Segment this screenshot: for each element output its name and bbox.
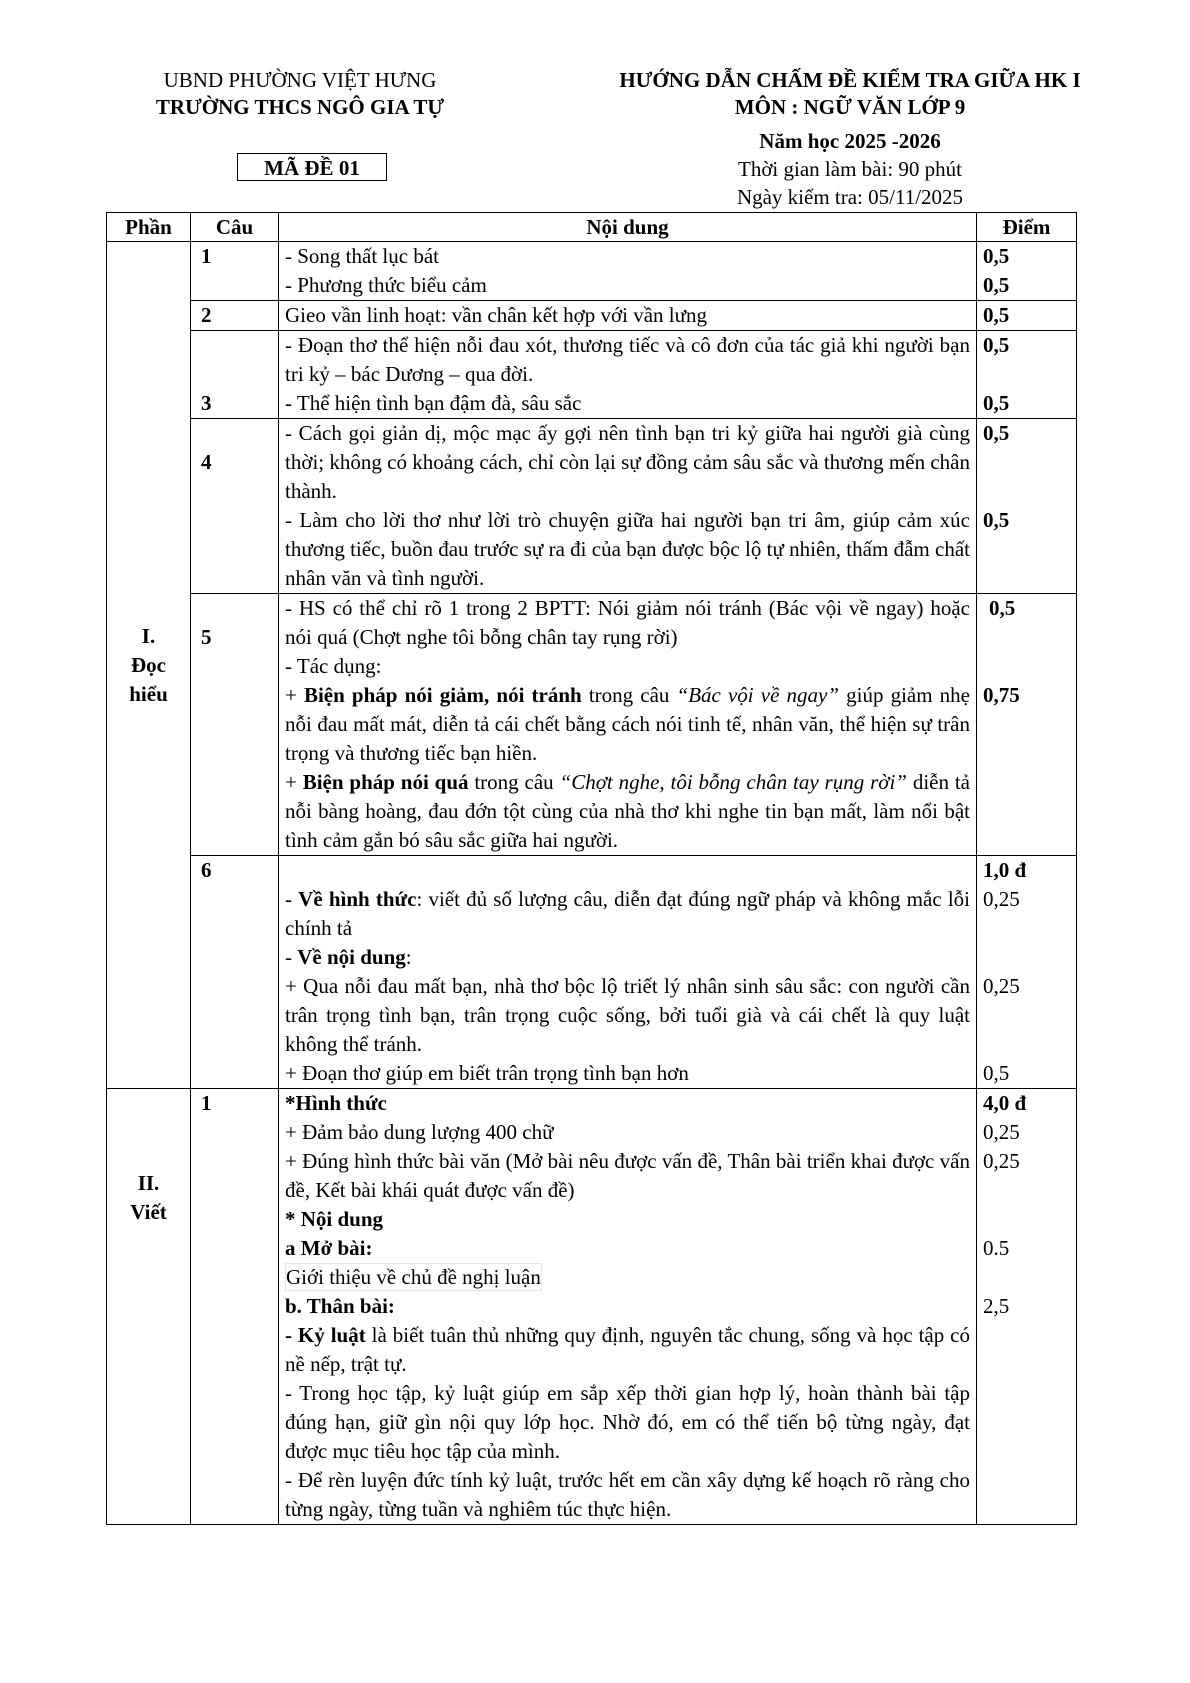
question-number: 6 (191, 856, 279, 1089)
score-cell: 0,5 0,5 (977, 242, 1077, 301)
score-cell: 4,0 đ 0,25 0,25 0.5 2,5 (977, 1089, 1077, 1525)
exam-duration: Thời gian làm bài: 90 phút (738, 157, 962, 181)
exam-date: Ngày kiểm tra: 05/11/2025 (736, 185, 964, 209)
ward-name: UBND PHƯỜNG VIỆT HƯNG (163, 68, 437, 92)
header-score: Điểm (977, 213, 1077, 242)
score-cell: 0,5 0,5 (977, 419, 1077, 594)
table-row (107, 301, 1077, 331)
question-number: 1 (191, 1089, 279, 1525)
school-header (120, 67, 480, 121)
answer-content: *Hình thức + Đảm bảo dung lượng 400 chữ + Đúng hình thức bài văn (Mở bài nêu được vấn đề, Thân bài triển khai được vấn đề, Kết bài khái quát được vấn đề) * Nội dung a Mở bài: Giới thiệu về chủ đề nghị luận b. Thân bài: - Kỷ luật là biết tuân thủ những quy định, nguyên tắc chung, sống và học tập có nề nếp, trật tự. - Trong học tập, kỷ luật giúp em sắp xếp thời gian hợp lý, hoàn thành bài tập đúng hạn, giữ gìn nội quy lớp học. Nhờ đó, em có thể tiến bộ từng ngày, đạt được mục tiêu học tập của mình. - Để rèn luyện đức tính kỷ luật, trước hết em cần xây dựng kế hoạch rõ ràng cho từng ngày, từng tuần và nghiêm túc thực hiện. (279, 1089, 977, 1525)
exam-code-box: MÃ ĐỀ 01 (237, 153, 387, 181)
score-cell: 0,5 0,5 (977, 331, 1077, 419)
table-row (107, 1089, 1077, 1525)
document-title-block (555, 67, 1145, 121)
table-row (107, 856, 1077, 1089)
header-content: Nội dung (279, 213, 977, 242)
part-reading-label: I. Đọc hiểu (107, 242, 191, 1089)
table-header-row (107, 213, 1077, 242)
school-year: Năm học 2025 -2026 (759, 129, 941, 153)
answer-content: - Song thất lục bát - Phương thức biểu cảm (279, 242, 977, 301)
question-number: 3 (191, 331, 279, 419)
subject-line: MÔN : NGỮ VĂN LỚP 9 (734, 95, 966, 119)
score-cell: 0,5 (977, 301, 1077, 331)
part-writing-label: II. Viết (107, 1089, 191, 1525)
answer-content: - HS có thể chỉ rõ 1 trong 2 BPTT: Nói giảm nói tránh (Bác vội về ngay) hoặc nói quá (Chợt nghe tôi bỗng chân tay rụng rời) - Tác dụng: + Biện pháp nói giảm, nói tránh trong câu “Bác vội về ngay” giúp giảm nhẹ nỗi đau mất mát, diễn tả cái chết bằng cách nói tinh tế, nhân văn, thể hiện sự trân trọng và thương tiếc bạn hiền. + Biện pháp nói quá trong câu “Chợt nghe, tôi bỗng chân tay rụng rời” diễn tả nỗi bàng hoàng, đau đớn tột cùng của nhà thơ khi nghe tin bạn mất, làm nổi bật tình cảm gắn bó sâu sắc giữa hai người. (279, 594, 977, 856)
question-number: 1 (191, 242, 279, 301)
score-cell: 1,0 đ 0,25 0,25 0,5 (977, 856, 1077, 1089)
grading-table (106, 212, 1077, 1525)
school-name: TRƯỜNG THCS NGÔ GIA TỰ (155, 95, 445, 119)
answer-content: - Cách gọi giản dị, mộc mạc ấy gợi nên tình bạn tri kỷ giữa hai người già cùng thời; không có khoảng cách, chỉ còn lại sự đồng cảm sâu sắc và thương mến chân thành. - Làm cho lời thơ như lời trò chuyện giữa hai người bạn tri âm, giúp cảm xúc thương tiếc, buồn đau trước sự ra đi của bạn được bộc lộ tự nhiên, thấm đẫm chất nhân văn và tình người. (279, 419, 977, 594)
table-row (107, 419, 1077, 594)
document-title: HƯỚNG DẪN CHẤM ĐỀ KIỂM TRA GIỮA HK I (619, 68, 1081, 92)
answer-content: - Đoạn thơ thể hiện nỗi đau xót, thương tiếc và cô đơn của tác giả khi người bạn tri kỷ – bác Dương – qua đời. - Thể hiện tình bạn đậm đà, sâu sắc (279, 331, 977, 419)
question-number: 2 (191, 301, 279, 331)
question-number: 5 (191, 594, 279, 856)
answer-content: Gieo vần linh hoạt: vần chân kết hợp với vần lưng (279, 301, 977, 331)
question-number: 4 (191, 419, 279, 594)
header-part: Phần (107, 213, 191, 242)
answer-content: - Về hình thức: viết đủ số lượng câu, diễn đạt đúng ngữ pháp và không mắc lỗi chính tả - Về nội dung: + Qua nỗi đau mất bạn, nhà thơ bộc lộ triết lý nhân sinh sâu sắc: con người cần trân trọng tình bạn, trân trọng cuộc sống, bởi tuổi già và cái chết là quy luật không thể tránh. + Đoạn thơ giúp em biết trân trọng tình bạn hơn (279, 856, 977, 1089)
score-cell: 0,5 0,75 (977, 594, 1077, 856)
header-question: Câu (191, 213, 279, 242)
table-row (107, 331, 1077, 419)
table-row (107, 594, 1077, 856)
table-row (107, 242, 1077, 301)
